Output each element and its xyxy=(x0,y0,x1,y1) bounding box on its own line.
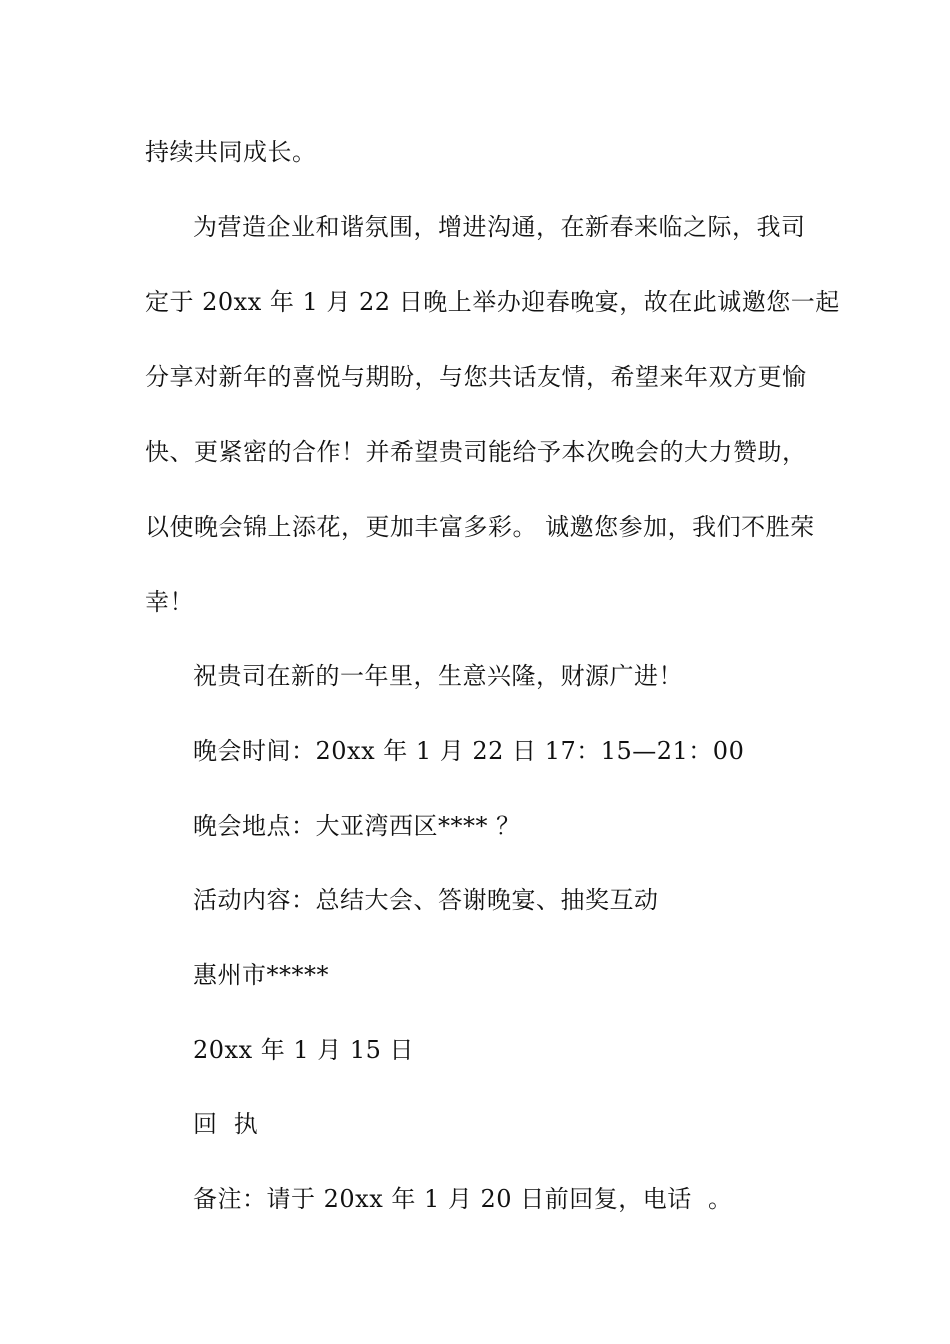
date: 20xx 年 1 月 15 日 xyxy=(193,1036,415,1064)
sender: 惠州市***** xyxy=(193,961,329,989)
invitation-line-6: 幸！ xyxy=(145,588,194,616)
wish-line: 祝贵司在新的一年里，生意兴隆，财源广进！ xyxy=(193,662,683,690)
event-location: 晚会地点：大亚湾西区**** ？ xyxy=(193,812,521,840)
note: 备注：请于 20xx 年 1 月 20 日前回复，电话 。 xyxy=(193,1185,733,1213)
reply-heading: 回 执 xyxy=(193,1110,259,1138)
invitation-line-1: 为营造企业和谐氛围，增进沟通，在新春来临之际，我司 xyxy=(193,213,806,241)
paragraph-continuation: 持续共同成长。 xyxy=(145,138,317,166)
invitation-line-2: 定于 20xx 年 1 月 22 日晚上举办迎春晚宴，故在此诚邀您一起 xyxy=(145,288,840,316)
event-content: 活动内容：总结大会、答谢晚宴、抽奖互动 xyxy=(193,886,659,914)
invitation-line-4: 快、更紧密的合作！并希望贵司能给予本次晚会的大力赞助， xyxy=(145,438,807,466)
event-time: 晚会时间：20xx 年 1 月 22 日 17：15—21：00 xyxy=(193,737,745,765)
invitation-line-5: 以使晚会锦上添花，更加丰富多彩。 诚邀您参加，我们不胜荣 xyxy=(145,513,815,541)
invitation-line-3: 分享对新年的喜悦与期盼，与您共话友情，希望来年双方更愉 xyxy=(145,363,807,391)
